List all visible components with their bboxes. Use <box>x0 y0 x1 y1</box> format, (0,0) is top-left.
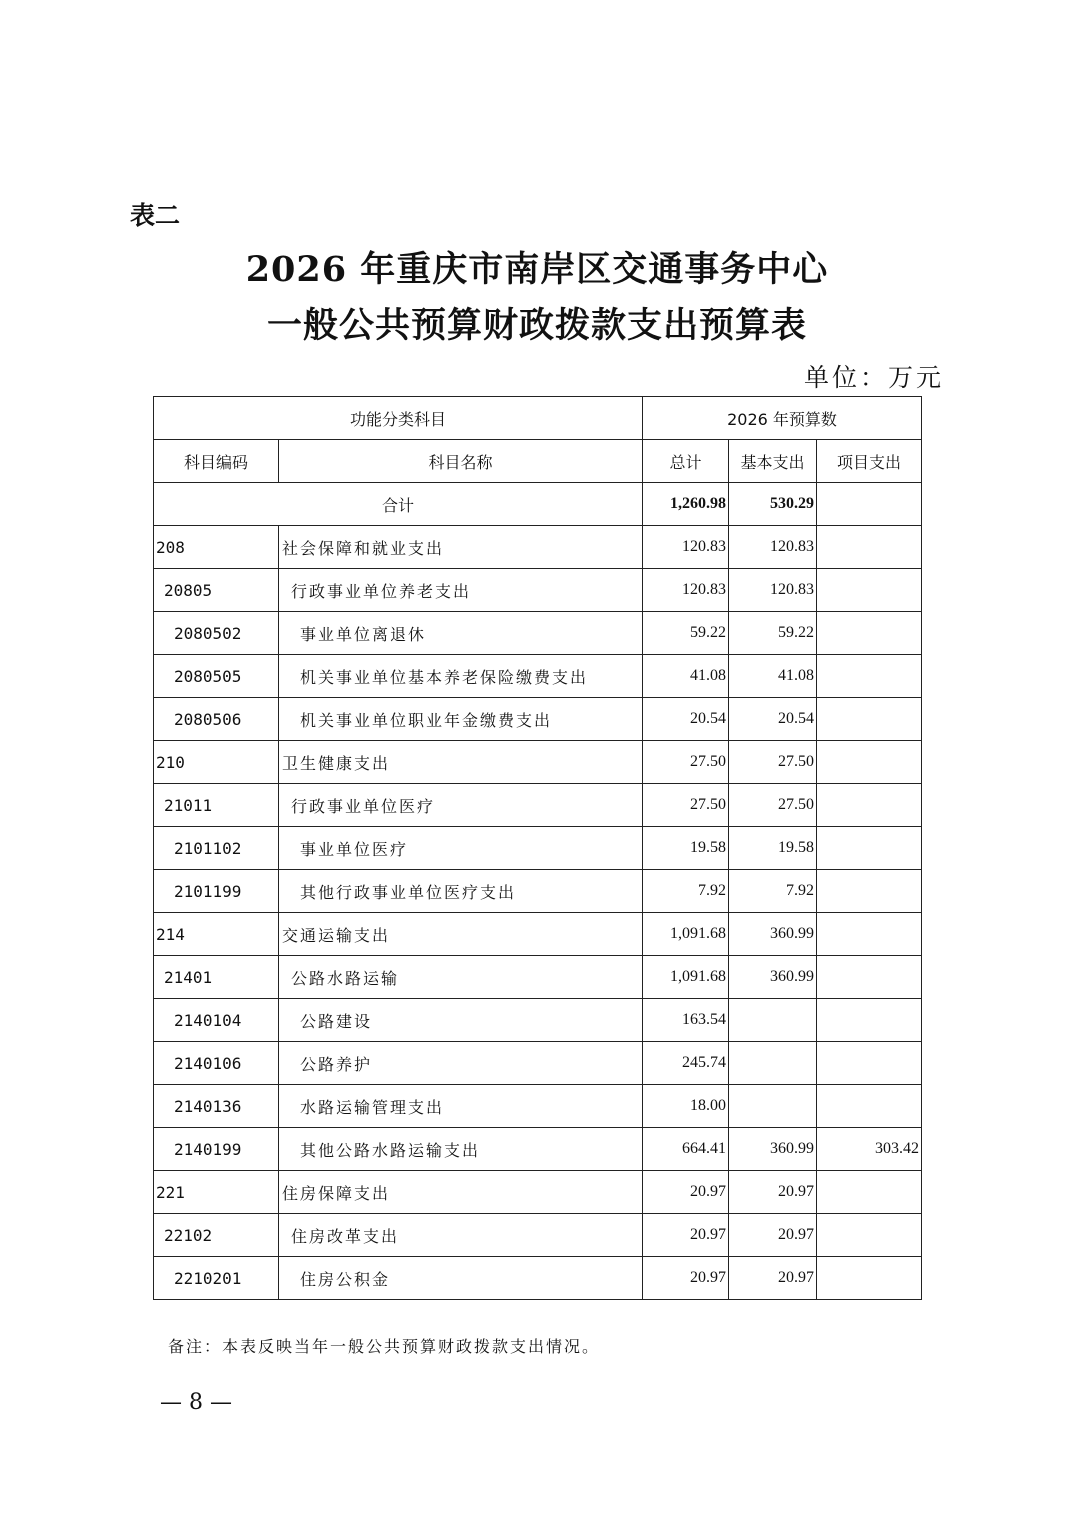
table-row <box>154 784 922 827</box>
row-project <box>817 526 922 569</box>
page-number: — 8 — <box>160 1390 232 1415</box>
row-name: 事业单位离退休 <box>279 612 643 655</box>
table-row <box>154 870 922 913</box>
row-code: 2080502 <box>154 612 279 655</box>
row-total: 120.83 <box>643 526 729 569</box>
row-total: 27.50 <box>643 741 729 784</box>
table-row <box>154 741 922 784</box>
row-code: 22102 <box>154 1214 279 1257</box>
total-project <box>817 483 922 526</box>
row-basic: 7.92 <box>729 870 817 913</box>
table-row <box>154 526 922 569</box>
header-code: 科目编码 <box>154 440 279 483</box>
row-basic: 19.58 <box>729 827 817 870</box>
row-basic: 120.83 <box>729 569 817 612</box>
row-project: 303.42 <box>817 1128 922 1171</box>
row-code: 2080505 <box>154 655 279 698</box>
table-row <box>154 1171 922 1214</box>
header-total: 总计 <box>643 440 729 483</box>
row-total: 27.50 <box>643 784 729 827</box>
table-row <box>154 569 922 612</box>
row-basic: 360.99 <box>729 1128 817 1171</box>
header-group-row <box>154 397 922 440</box>
row-name: 机关事业单位基本养老保险缴费支出 <box>279 655 643 698</box>
row-total: 18.00 <box>643 1085 729 1128</box>
row-total: 1,091.68 <box>643 956 729 999</box>
row-basic: 59.22 <box>729 612 817 655</box>
row-basic: 20.97 <box>729 1214 817 1257</box>
row-code: 20805 <box>154 569 279 612</box>
row-code: 2101102 <box>154 827 279 870</box>
row-project <box>817 569 922 612</box>
table-row <box>154 655 922 698</box>
row-code: 210 <box>154 741 279 784</box>
row-code: 2140136 <box>154 1085 279 1128</box>
row-basic: 20.97 <box>729 1171 817 1214</box>
row-basic: 360.99 <box>729 956 817 999</box>
table-row <box>154 1214 922 1257</box>
row-project <box>817 784 922 827</box>
row-total: 20.97 <box>643 1257 729 1300</box>
table-row <box>154 1257 922 1300</box>
row-project <box>817 956 922 999</box>
row-code: 2080506 <box>154 698 279 741</box>
row-basic <box>729 999 817 1042</box>
row-code: 21401 <box>154 956 279 999</box>
total-value: 1,260.98 <box>643 483 729 526</box>
row-total: 20.97 <box>643 1214 729 1257</box>
row-total: 20.54 <box>643 698 729 741</box>
header-basic: 基本支出 <box>729 440 817 483</box>
row-basic <box>729 1085 817 1128</box>
row-total: 41.08 <box>643 655 729 698</box>
header-budget-year: 2026 年预算数 <box>643 397 922 440</box>
row-code: 2140199 <box>154 1128 279 1171</box>
row-basic: 20.54 <box>729 698 817 741</box>
table-row <box>154 1042 922 1085</box>
row-name: 事业单位医疗 <box>279 827 643 870</box>
row-project <box>817 827 922 870</box>
row-code: 2210201 <box>154 1257 279 1300</box>
row-project <box>817 1042 922 1085</box>
row-project <box>817 741 922 784</box>
table-row <box>154 1085 922 1128</box>
row-name: 机关事业单位职业年金缴费支出 <box>279 698 643 741</box>
row-project <box>817 1214 922 1257</box>
unit-label: 单位：万元 <box>803 363 944 392</box>
row-total: 7.92 <box>643 870 729 913</box>
header-column-row <box>154 440 922 483</box>
header-name: 科目名称 <box>279 440 643 483</box>
footnote: 备注：本表反映当年一般公共预算财政拨款支出情况。 <box>168 1337 601 1356</box>
header-project: 项目支出 <box>817 440 922 483</box>
row-code: 208 <box>154 526 279 569</box>
row-name: 行政事业单位养老支出 <box>279 569 643 612</box>
row-total: 1,091.68 <box>643 913 729 956</box>
header-function-category: 功能分类科目 <box>154 397 643 440</box>
table-label: 表二 <box>130 201 181 230</box>
row-name: 住房保障支出 <box>279 1171 643 1214</box>
row-project <box>817 1171 922 1214</box>
budget-table <box>153 396 922 1300</box>
row-total: 19.58 <box>643 827 729 870</box>
row-code: 2140106 <box>154 1042 279 1085</box>
row-code: 2140104 <box>154 999 279 1042</box>
row-name: 水路运输管理支出 <box>279 1085 643 1128</box>
total-label: 合计 <box>154 483 643 526</box>
row-project <box>817 612 922 655</box>
row-project <box>817 698 922 741</box>
table-row <box>154 913 922 956</box>
row-project <box>817 1257 922 1300</box>
row-project <box>817 655 922 698</box>
row-basic: 120.83 <box>729 526 817 569</box>
row-project <box>817 913 922 956</box>
row-basic <box>729 1042 817 1085</box>
row-name: 住房公积金 <box>279 1257 643 1300</box>
page-title-line-1: 2026 年重庆市南岸区交通事务中心 <box>245 249 829 290</box>
row-basic: 27.50 <box>729 784 817 827</box>
row-project <box>817 870 922 913</box>
table-row <box>154 999 922 1042</box>
row-code: 21011 <box>154 784 279 827</box>
row-basic: 360.99 <box>729 913 817 956</box>
table-row <box>154 698 922 741</box>
row-name: 住房改革支出 <box>279 1214 643 1257</box>
row-name: 公路养护 <box>279 1042 643 1085</box>
row-code: 2101199 <box>154 870 279 913</box>
row-code: 214 <box>154 913 279 956</box>
total-row <box>154 483 922 526</box>
row-total: 163.54 <box>643 999 729 1042</box>
row-total: 120.83 <box>643 569 729 612</box>
row-name: 卫生健康支出 <box>279 741 643 784</box>
table-row <box>154 612 922 655</box>
row-basic: 20.97 <box>729 1257 817 1300</box>
row-basic: 27.50 <box>729 741 817 784</box>
page-title-line-2: 一般公共预算财政拨款支出预算表 <box>266 305 807 346</box>
table-row <box>154 827 922 870</box>
total-basic: 530.29 <box>729 483 817 526</box>
row-total: 59.22 <box>643 612 729 655</box>
row-basic: 41.08 <box>729 655 817 698</box>
row-name: 其他行政事业单位医疗支出 <box>279 870 643 913</box>
table-row <box>154 1128 922 1171</box>
row-name: 公路水路运输 <box>279 956 643 999</box>
row-total: 245.74 <box>643 1042 729 1085</box>
row-name: 其他公路水路运输支出 <box>279 1128 643 1171</box>
row-total: 664.41 <box>643 1128 729 1171</box>
row-total: 20.97 <box>643 1171 729 1214</box>
row-project <box>817 1085 922 1128</box>
row-name: 社会保障和就业支出 <box>279 526 643 569</box>
row-name: 行政事业单位医疗 <box>279 784 643 827</box>
row-code: 221 <box>154 1171 279 1214</box>
row-project <box>817 999 922 1042</box>
row-name: 交通运输支出 <box>279 913 643 956</box>
row-name: 公路建设 <box>279 999 643 1042</box>
table-row <box>154 956 922 999</box>
